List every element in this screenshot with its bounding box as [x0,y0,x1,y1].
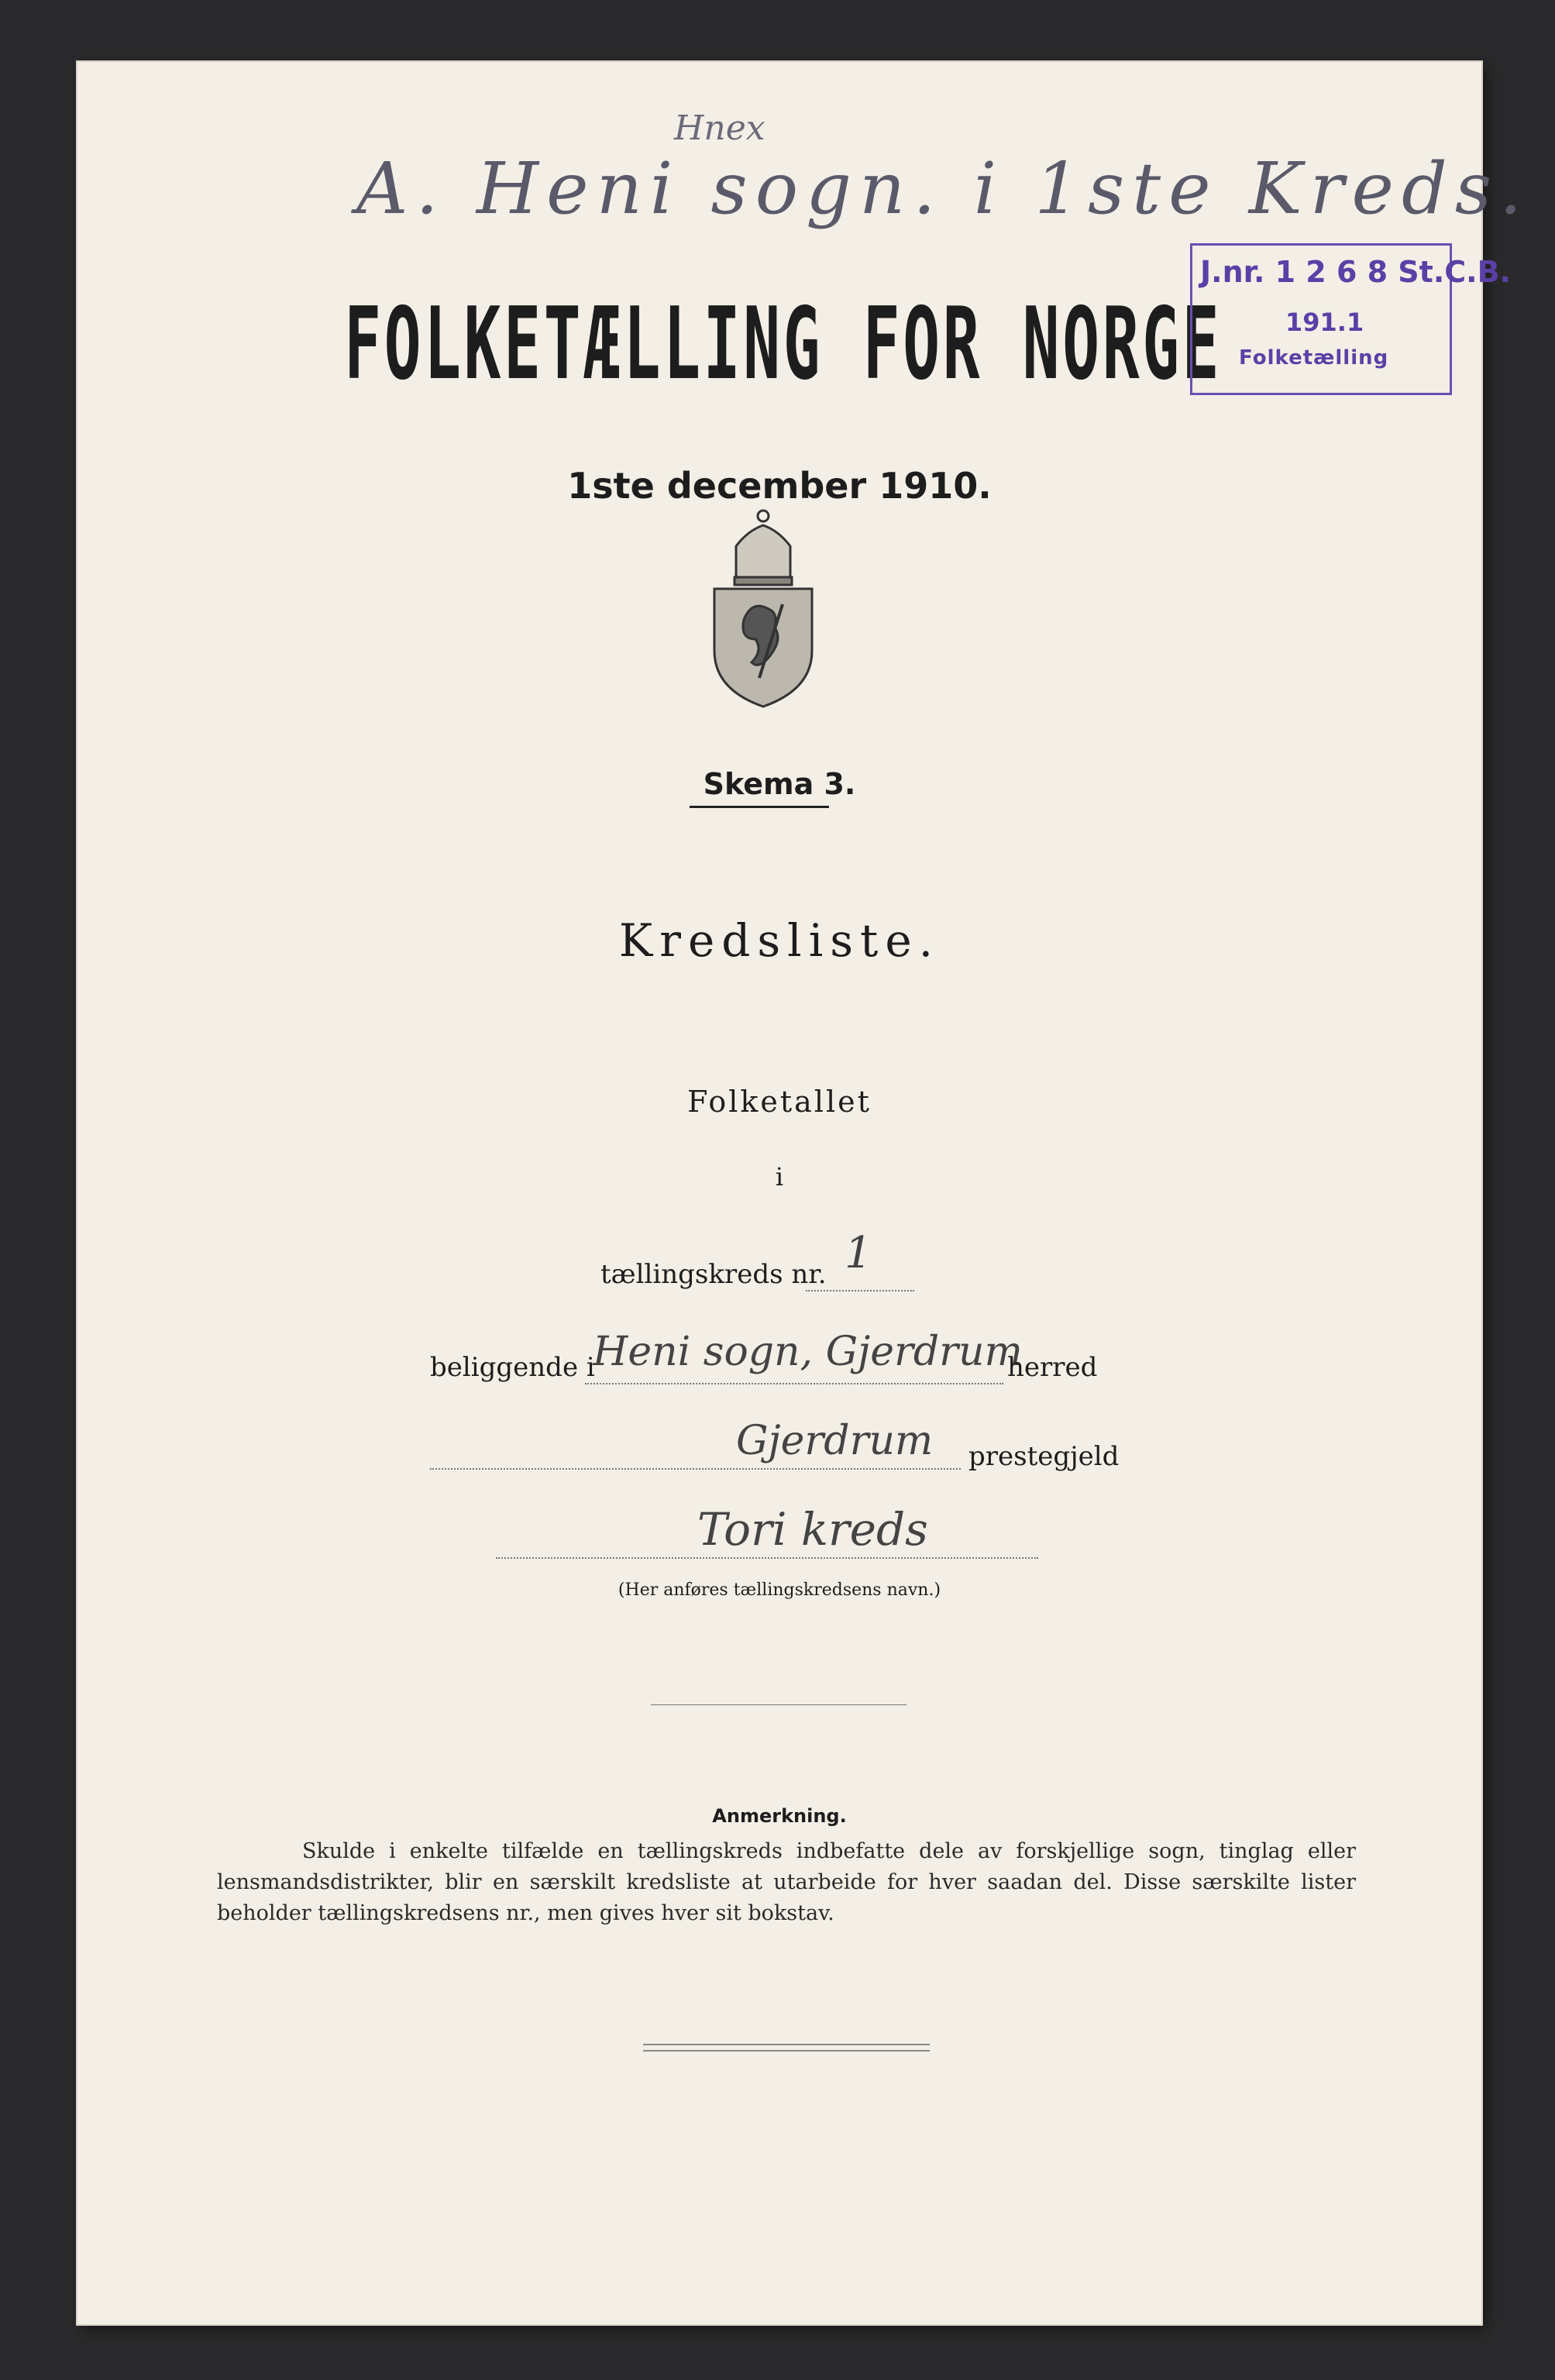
parish-value: Gjerdrum [736,1418,934,1464]
handwritten-header: A. Heni sogn. i 1ste Kreds. [356,147,1530,230]
stamp-year: 191.1 [1285,308,1364,337]
census-form-page [77,62,1530,2324]
district-number-value: 1 [845,1228,872,1278]
located-in-label: beliggende i [430,1352,595,1383]
handwritten-header-superscript: Hnex [674,108,765,148]
district-name-value: Tori kreds [697,1503,928,1556]
closing-rule-top [643,2044,930,2045]
stamp-journal-number: J.nr. 1 2 6 8 St.C.B. [1200,255,1511,289]
registration-stamp [1190,243,1511,395]
prestegjeld-label: prestegjeld [968,1441,1120,1472]
district-name-caption: (Her anføres tællingskredsens navn.) [618,1580,941,1600]
closing-rule-bottom [643,2050,930,2052]
district-name-field [496,1557,1038,1559]
divider [651,1704,907,1705]
parish-field [430,1468,961,1470]
district-number-field [806,1290,914,1291]
schema-number: Skema 3. [703,767,856,801]
in-word: i [775,1162,784,1192]
note-body: Skulde i enkelte tilfælde en tællingskreds indbefatte dele av forskjellige sogn, tinglag eller lensmandsdistrikter, blir en særskilt kredsliste at utarbeide for hver saadan del. Disse særskilte lister beholder tællingskredsens nr., men gives hver sit bokstav. [217,1839,1356,1925]
located-in-field [585,1383,1003,1384]
district-number-label: tællingskreds nr. [600,1259,827,1290]
note-text [217,1836,1356,1929]
herred-label: herred [1007,1352,1098,1383]
note-title: Anmerkning. [712,1805,847,1827]
coat-of-arms-icon [705,504,821,713]
stamp-department: Folketælling [1239,346,1389,370]
population-label: Folketallet [687,1085,872,1119]
schema-underline [690,806,829,808]
census-date: 1ste december 1910. [567,465,992,507]
located-in-value: Heni sogn, Gjerdrum [593,1329,1023,1375]
list-title: Kredsliste. [618,914,941,967]
document-title: FOLKETÆLLING FOR NORGE [344,287,1223,402]
